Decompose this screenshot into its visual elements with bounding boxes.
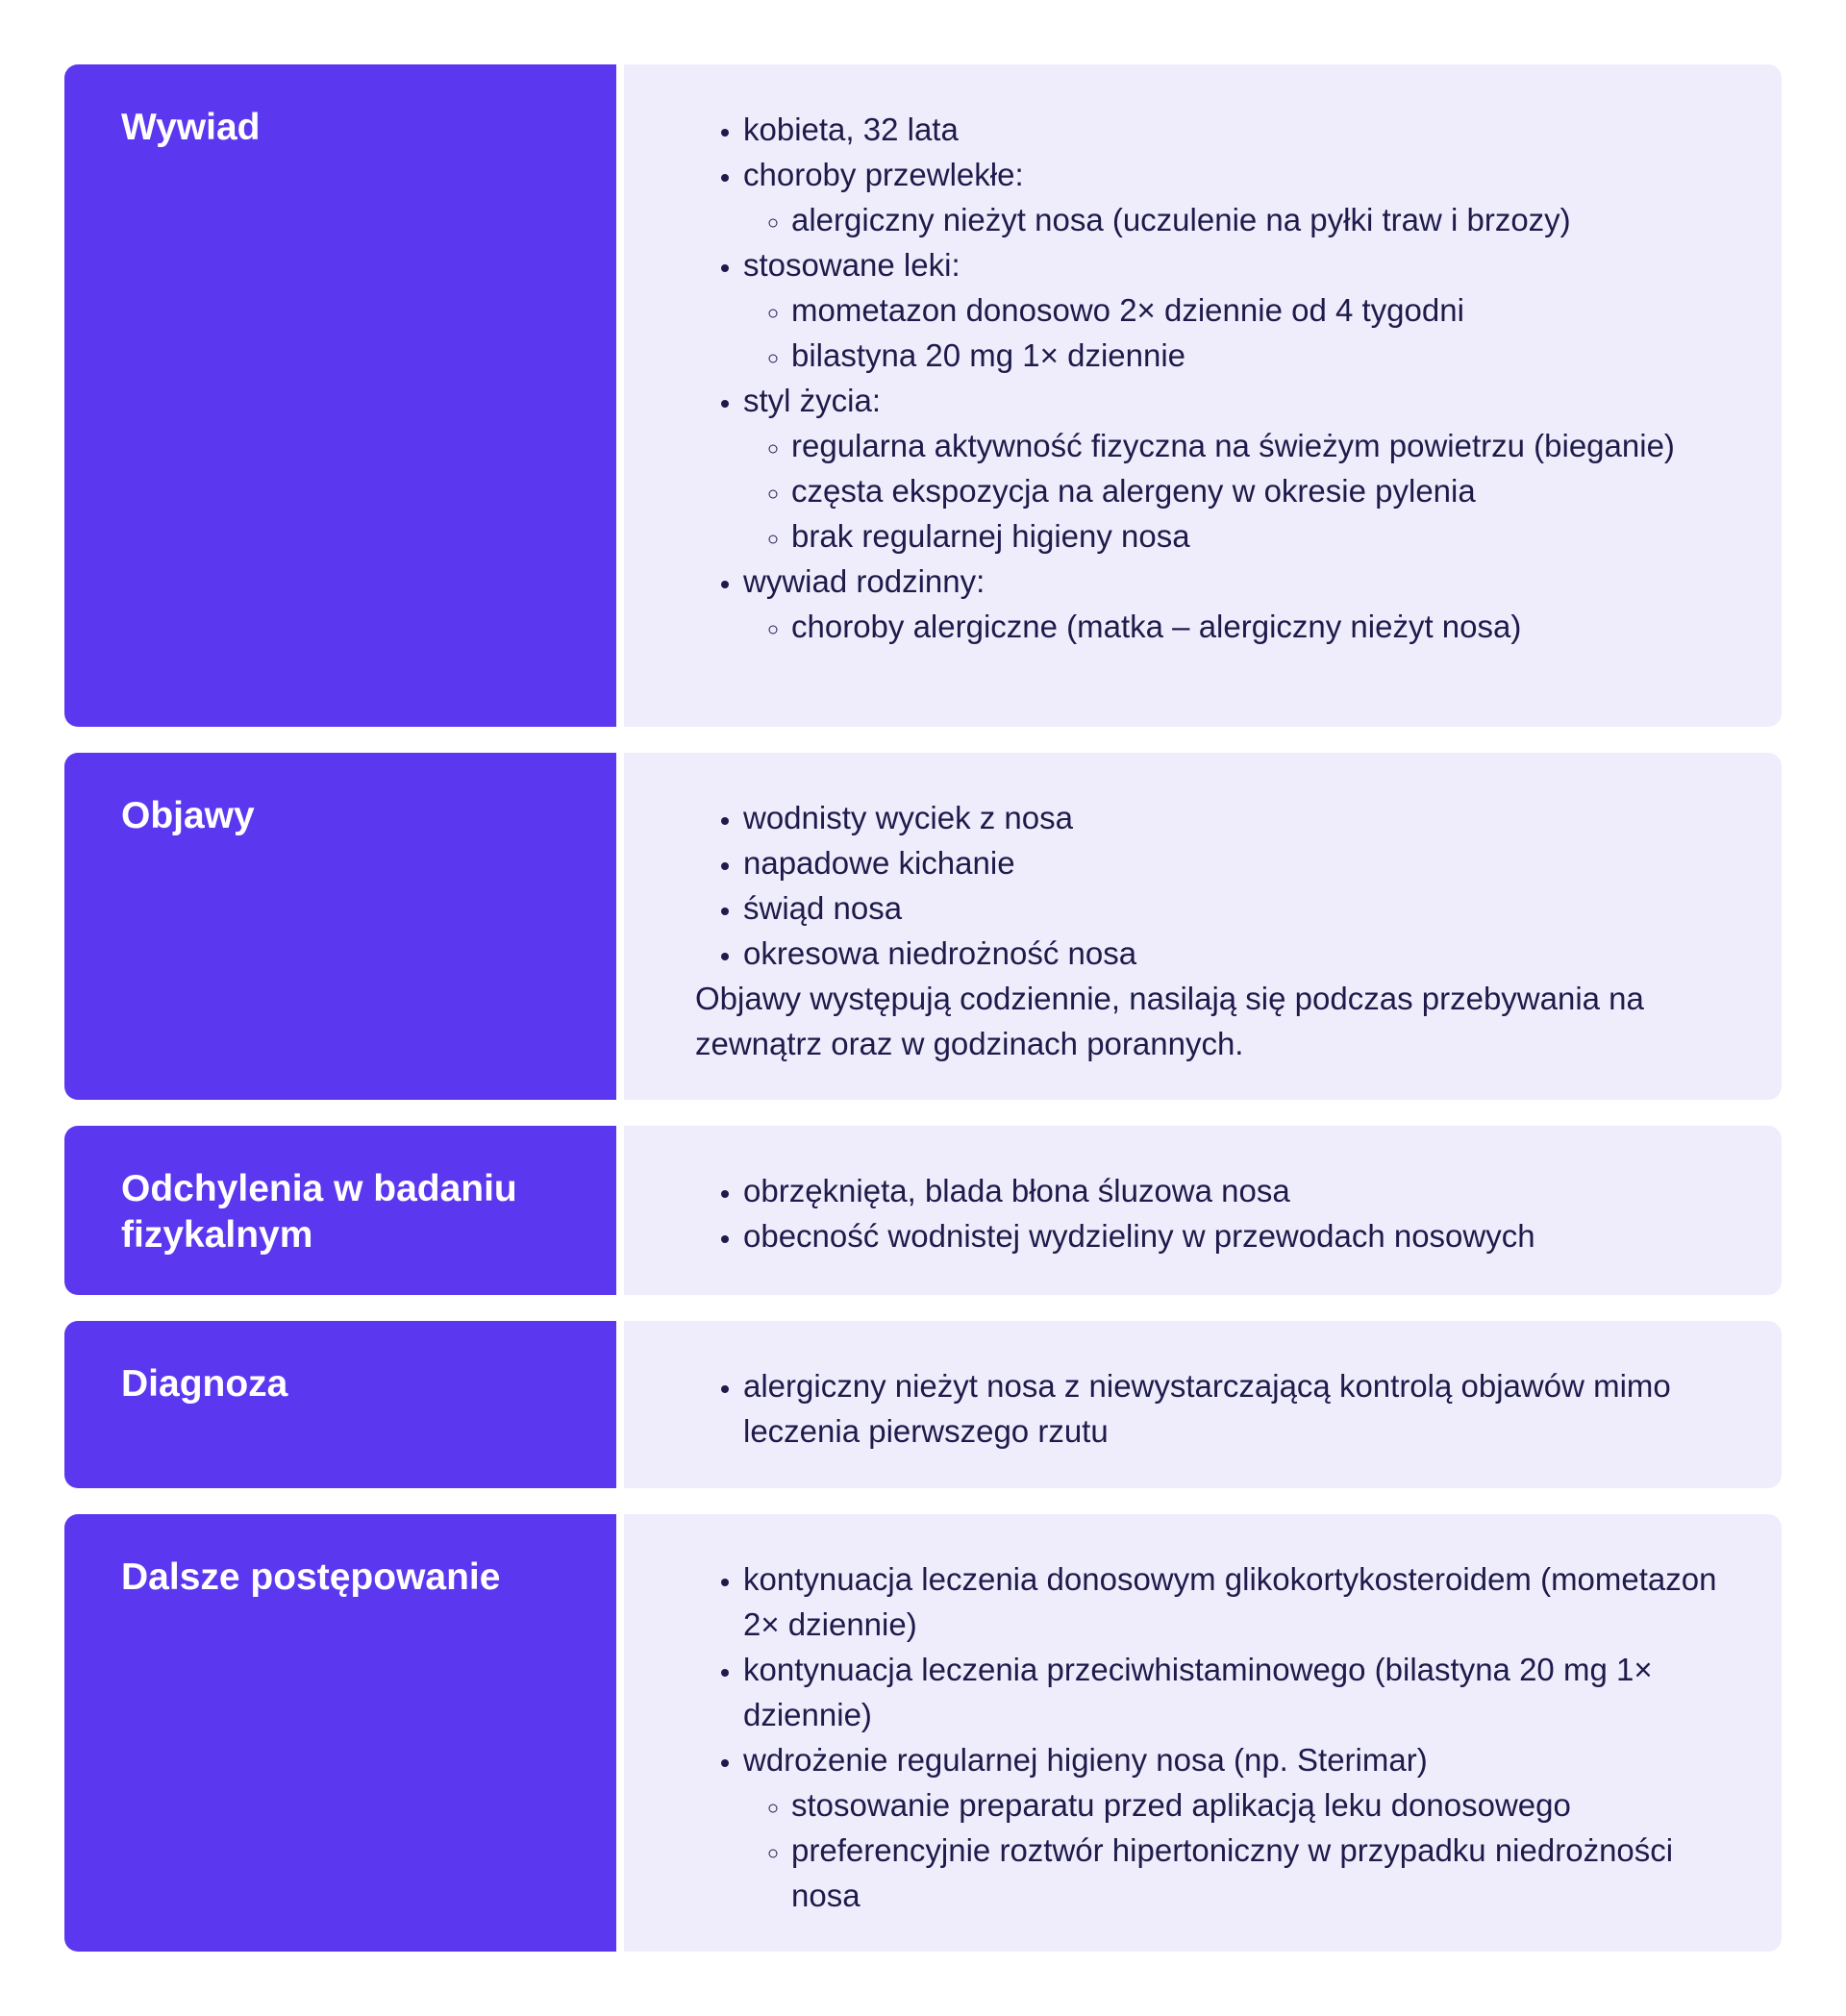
- section-label: Dalsze postępowanie: [64, 1514, 616, 1952]
- list-item: [743, 378, 1724, 559]
- section-content: [624, 1514, 1782, 1952]
- item-text: styl życia:: [743, 383, 882, 418]
- item-text: choroby przewlekłe:: [743, 157, 1024, 192]
- sub-list-item: ◦ częsta ekspozycja na alergeny w okresie pylenia: [791, 468, 1724, 513]
- section-label: Odchylenia w badaniu fizykalnym: [64, 1126, 616, 1295]
- section-wywiad: [64, 64, 1782, 727]
- bullet-list: [695, 107, 1724, 649]
- sub-list: [743, 197, 1724, 242]
- section-badanie-fizykalne: [64, 1126, 1782, 1295]
- case-table: [64, 64, 1782, 1978]
- sub-list-item: ◦ alergiczny nieżyt nosa (uczulenie na pyłki traw i brzozy): [791, 197, 1724, 242]
- list-item: • obecność wodnistej wydzieliny w przewodach nosowych: [743, 1213, 1724, 1258]
- section-note: Objawy występują codziennie, nasilają się podczas przebywania na zewnątrz oraz w godzinach porannych.: [695, 981, 1644, 1061]
- item-text: kontynuacja leczenia donosowym glikokortykosteroidem (mometazon 2× dziennie): [743, 1561, 1717, 1642]
- sub-list-item: ◦ bilastyna 20 mg 1× dziennie: [791, 333, 1724, 378]
- list-item: [743, 1737, 1724, 1918]
- list-item: [743, 152, 1724, 242]
- item-text: wdrożenie regularnej higieny nosa (np. Sterimar): [743, 1742, 1428, 1778]
- sub-list-item: ◦ brak regularnej higieny nosa: [791, 513, 1724, 559]
- sub-list-item: ◦ preferencyjnie roztwór hipertoniczny w przypadku niedrożności nosa: [791, 1828, 1724, 1918]
- section-label: Objawy: [64, 753, 616, 1100]
- bullet-list: [695, 1168, 1724, 1258]
- section-content: [624, 1126, 1782, 1295]
- column-divider: [616, 1321, 624, 1488]
- list-item: [743, 242, 1724, 378]
- sub-list-item: ◦ stosowanie preparatu przed aplikacją leku donosowego: [791, 1782, 1724, 1828]
- column-divider: [616, 1514, 624, 1952]
- section-label: Wywiad: [64, 64, 616, 727]
- list-item: [743, 1556, 1724, 1647]
- sub-list-item: ◦ regularna aktywność fizyczna na świeżym powietrzu (bieganie): [791, 423, 1724, 468]
- section-objawy: [64, 753, 1782, 1100]
- list-item: [743, 1647, 1724, 1737]
- sub-list: [743, 423, 1724, 559]
- column-divider: [616, 753, 624, 1100]
- sub-list: [743, 604, 1724, 649]
- section-content: [624, 753, 1782, 1100]
- section-dalsze-postepowanie: [64, 1514, 1782, 1952]
- item-text: wywiad rodzinny:: [743, 563, 985, 599]
- list-item: • obrzęknięta, blada błona śluzowa nosa: [743, 1168, 1724, 1213]
- list-item: • okresowa niedrożność nosa: [743, 931, 1724, 976]
- list-item: [743, 559, 1724, 649]
- list-item: • alergiczny nieżyt nosa z niewystarczającą kontrolą objawów mimo leczenia pierwszego rzutu: [743, 1363, 1724, 1454]
- section-label: Diagnoza: [64, 1321, 616, 1488]
- sub-list: [743, 287, 1724, 378]
- sub-list: [743, 1782, 1724, 1918]
- column-divider: [616, 64, 624, 727]
- sub-list-item: ◦ choroby alergiczne (matka – alergiczny nieżyt nosa): [791, 604, 1724, 649]
- section-content: [624, 64, 1782, 727]
- section-diagnoza: [64, 1321, 1782, 1488]
- bullet-list: [695, 1363, 1724, 1454]
- item-text: kontynuacja leczenia przeciwhistaminowego (bilastyna 20 mg 1× dziennie): [743, 1652, 1653, 1732]
- list-item: • wodnisty wyciek z nosa: [743, 795, 1724, 840]
- list-item: • napadowe kichanie: [743, 840, 1724, 885]
- list-item: [743, 107, 1724, 152]
- item-text: kobieta, 32 lata: [743, 112, 959, 147]
- section-content: [624, 1321, 1782, 1488]
- list-item: • świąd nosa: [743, 885, 1724, 931]
- item-text: stosowane leki:: [743, 247, 960, 283]
- column-divider: [616, 1126, 624, 1295]
- bullet-list: [695, 1556, 1724, 1918]
- bullet-list: [695, 795, 1724, 976]
- sub-list-item: ◦ mometazon donosowo 2× dziennie od 4 tygodni: [791, 287, 1724, 333]
